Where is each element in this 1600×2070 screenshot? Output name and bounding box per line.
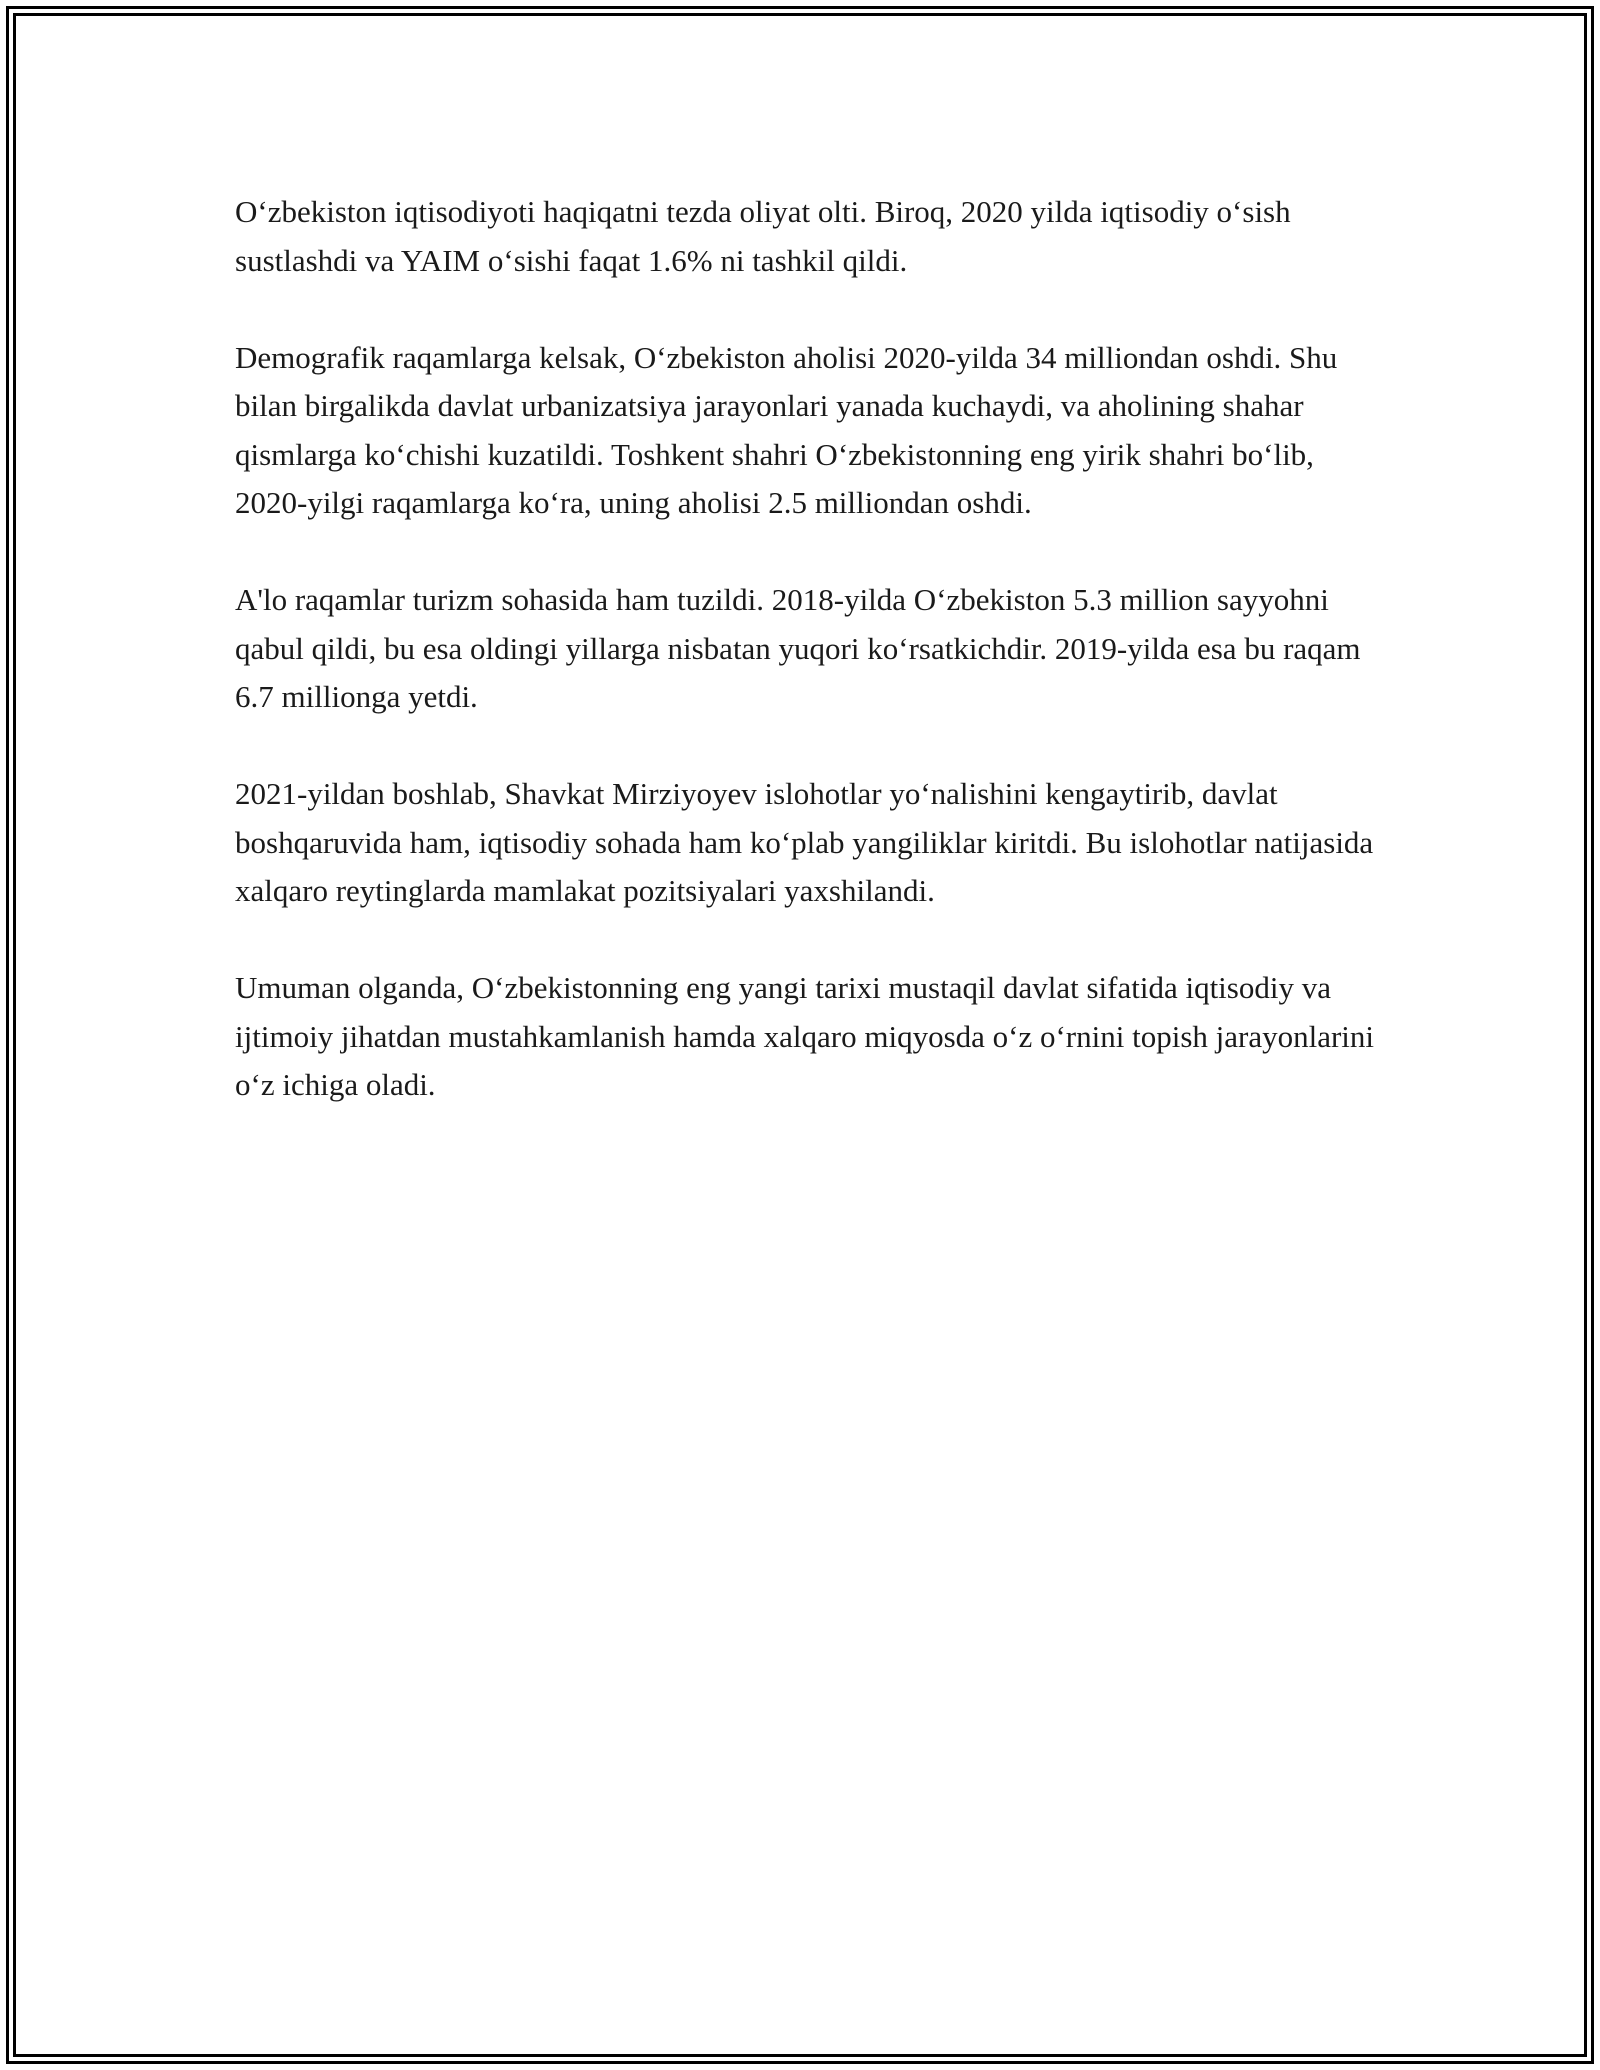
document-body — [235, 188, 1385, 1158]
paragraph-economy: O‘zbekiston iqtisodiyoti haqiqatni tezda oliyat olti. Biroq, 2020 yilda iqtisodiy o‘sish sustlashdi va YAIM o‘sishi faqat 1.6% ni tashkil qildi. — [235, 194, 1291, 278]
paragraph-reforms: 2021-yildan boshlab, Shavkat Mirziyoyev islohotlar yo‘nalishini kengaytirib, davlat boshqaruvida ham, iqtisodiy sohada ham ko‘plab yangiliklar kiritdi. Bu islohotlar natijasida xalqaro reytinglarda mamlakat pozitsiyalari yaxshilandi. — [235, 776, 1374, 908]
paragraph-tourism: A'lo raqamlar turizm sohasida ham tuzildi. 2018-yilda O‘zbekiston 5.3 million sayyohni qabul qildi, bu esa oldingi yillarga nisbatan yuqori ko‘rsatkichdir. 2019-yilda esa bu raqam 6.7 millionga yetdi. — [235, 582, 1361, 714]
paragraph-conclusion: Umuman olganda, O‘zbekistonning eng yangi tarixi mustaqil davlat sifatida iqtisodiy va ijtimoiy jihatdan mustahkamlanish hamda xalqaro miqyosda o‘z o‘rnini topish jarayonlarini o‘z ichiga oladi. — [235, 970, 1375, 1102]
paragraph-demographics: Demografik raqamlarga kelsak, O‘zbekiston aholisi 2020-yilda 34 milliondan oshdi. Shu bilan birgalikda davlat urbanizatsiya jarayonlari yanada kuchaydi, va aholining shahar qismlarga ko‘chishi kuzatildi. Toshkent shahri O‘zbekistonning eng yirik shahri bo‘lib, 2020-yilgi raqamlarga ko‘ra, uning aholisi 2.5 milliondan oshdi. — [235, 339, 1338, 520]
